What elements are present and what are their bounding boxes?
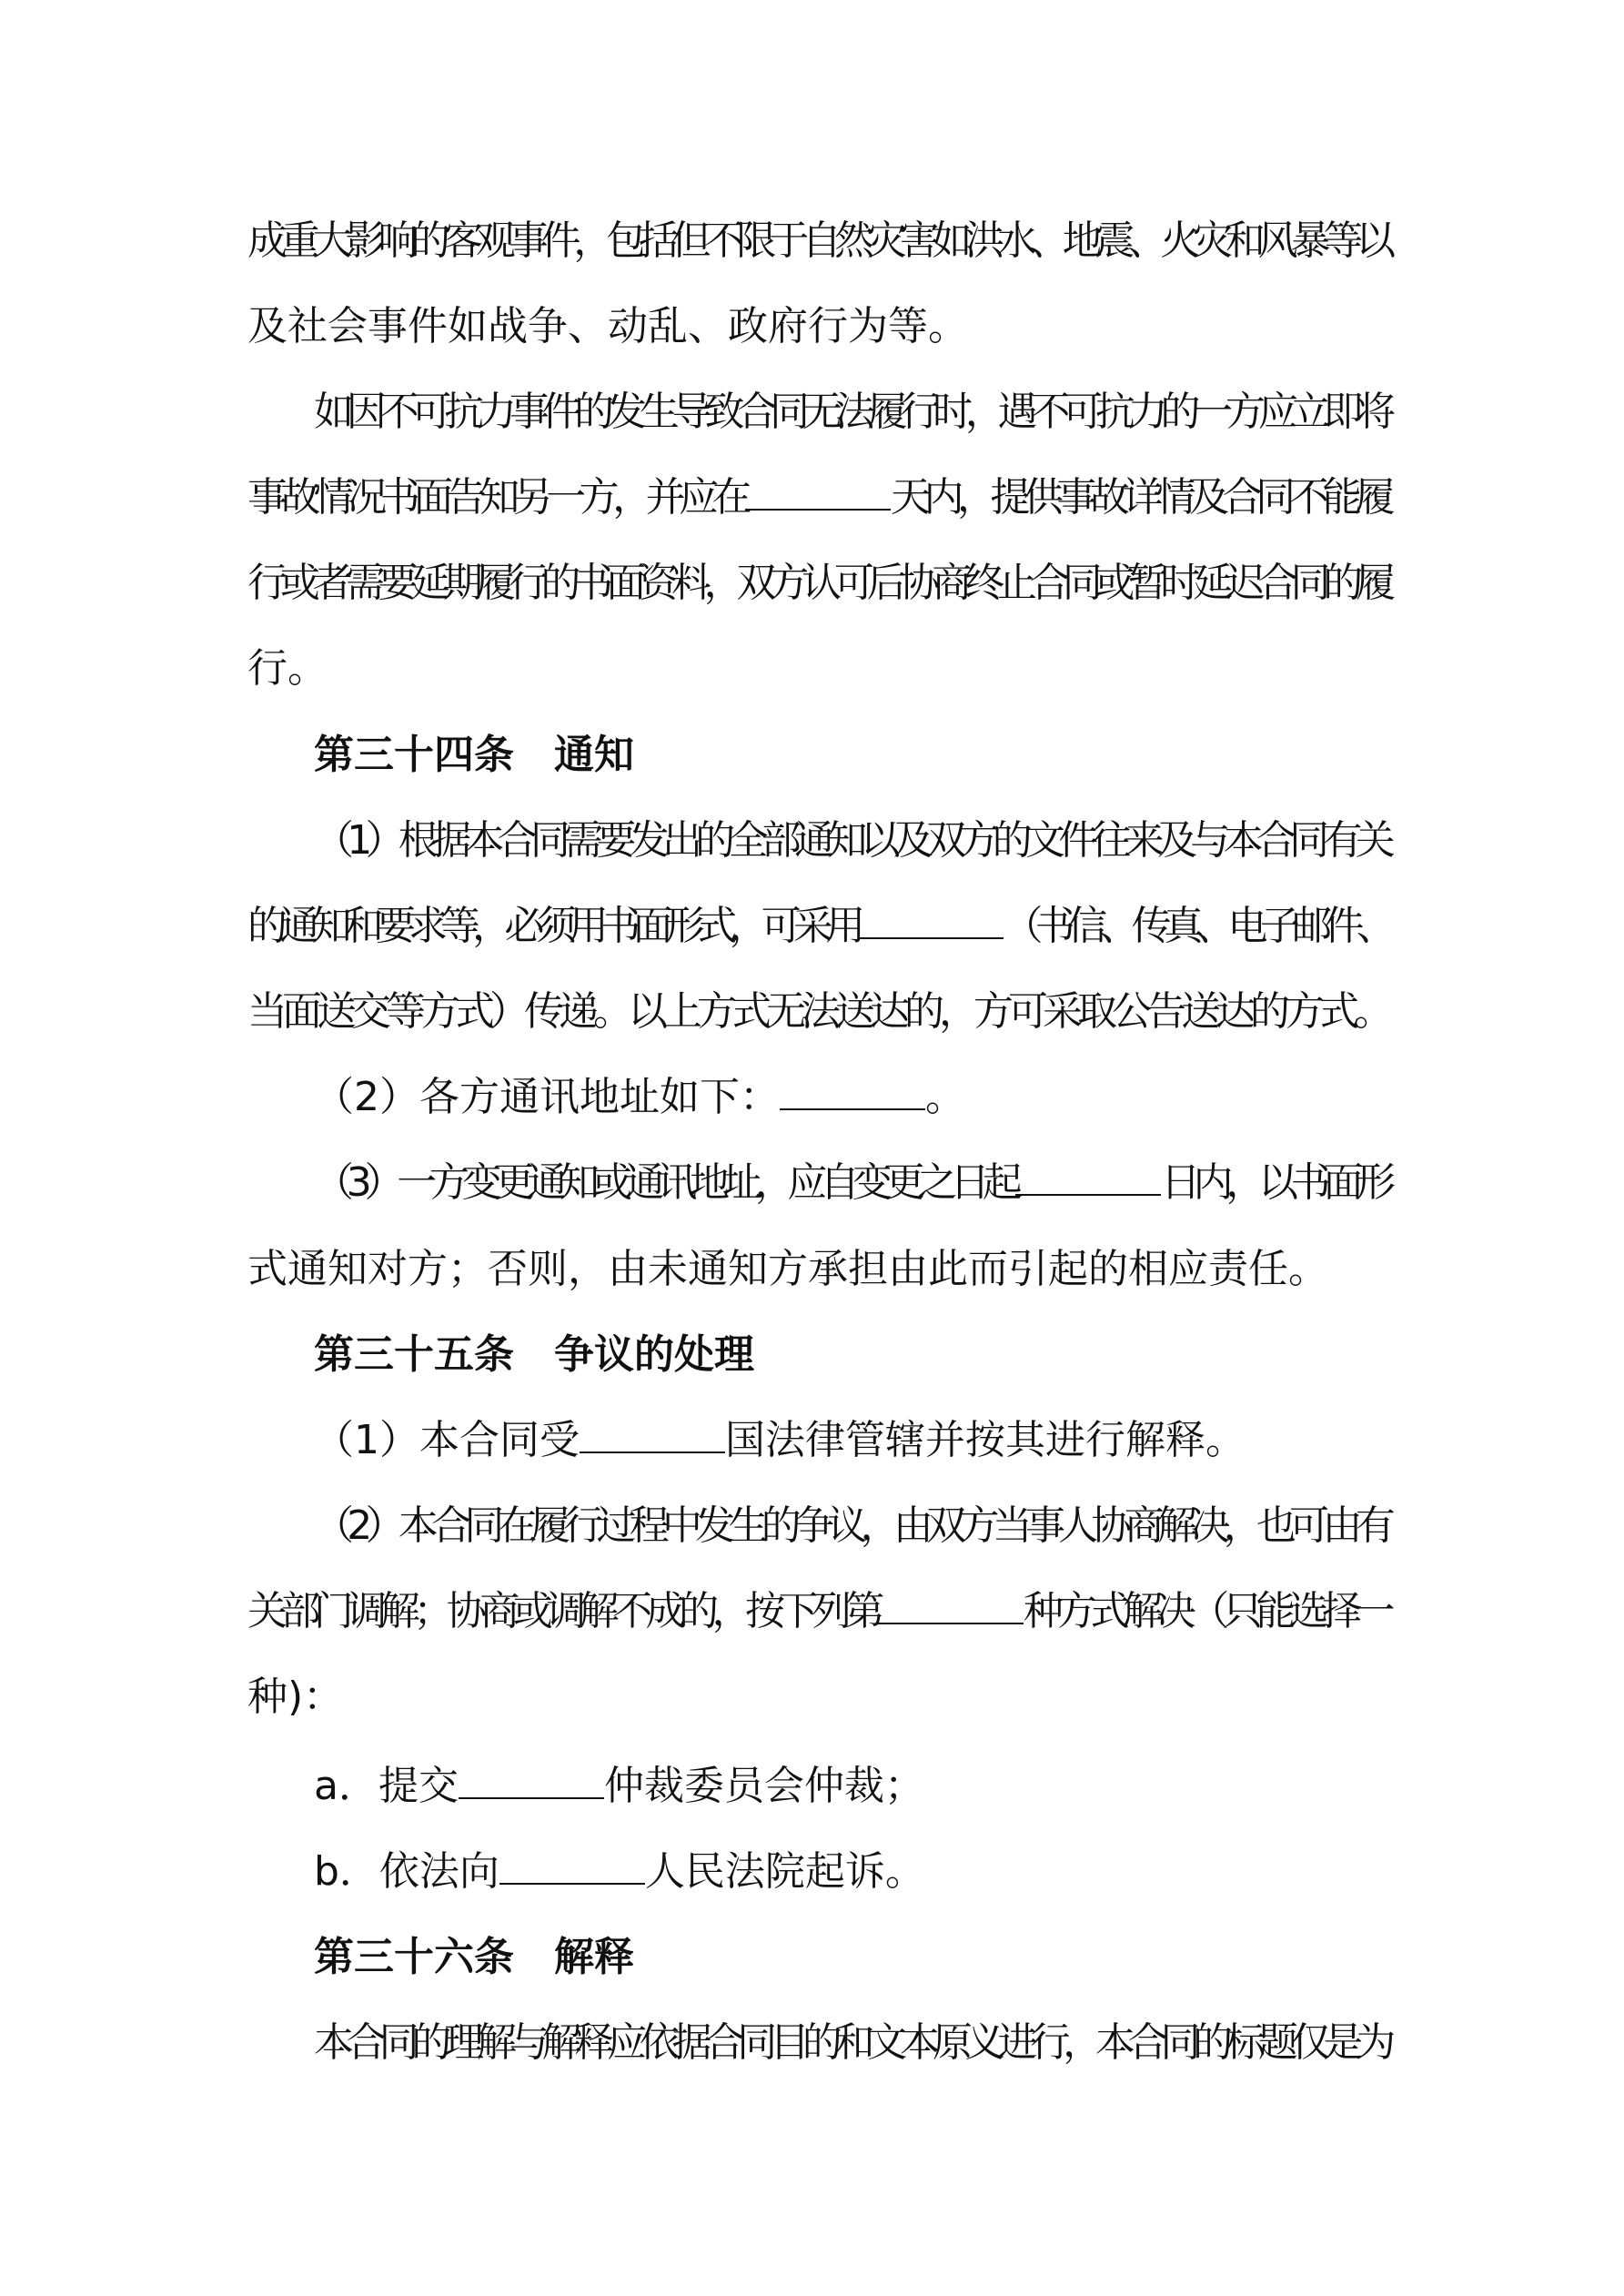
text-segment: 及社会事件如战争、动乱、政府行为等。 xyxy=(247,303,968,349)
paragraph-line xyxy=(314,385,1388,440)
fill-in-blank xyxy=(1015,1158,1161,1196)
paragraph-line xyxy=(247,985,1388,1039)
text-segment: （2）本合同在履行过程中发生的争议，由双方当事人协商解决，也可由有 xyxy=(314,1502,1388,1549)
text-segment: 。 xyxy=(925,1074,965,1120)
article-heading xyxy=(314,1328,754,1382)
text-segment: （3）一方变更通知或通讯地址，应自变更之日起 xyxy=(314,1159,1015,1206)
fill-in-blank xyxy=(580,1415,725,1453)
text-segment: 行或者需要延期履行的书面资料，双方认可后协商终止合同或暂时延迟合同的履 xyxy=(247,560,1388,606)
paragraph-line xyxy=(314,1156,1388,1210)
fill-in-blank xyxy=(459,1761,604,1799)
text-segment: 成重大影响的客观事件，包括但不限于自然灾害如洪水、地震、火灾和风暴等以 xyxy=(247,217,1388,264)
paragraph-line xyxy=(247,1670,343,1725)
text-segment: 人民法院起诉。 xyxy=(644,1848,925,1895)
paragraph-line xyxy=(247,899,1388,954)
paragraph-line xyxy=(314,1759,924,1814)
text-segment: 种)： xyxy=(247,1674,344,1720)
paragraph-line xyxy=(314,1413,1246,1468)
text-segment: a．提交 xyxy=(314,1763,459,1809)
paragraph-line xyxy=(247,1242,1328,1297)
paragraph-line xyxy=(247,1584,1388,1639)
text-segment: 天内，提供事故详情及合同不能履 xyxy=(891,474,1388,521)
text-segment: 当面送交等方式）传递。以上方式无法送达的，方可采取公告送达的方式。 xyxy=(247,988,1388,1035)
text-segment: （2）各方通讯地址如下： xyxy=(314,1074,780,1120)
fill-in-blank xyxy=(878,1586,1024,1624)
fill-in-blank xyxy=(745,472,891,511)
paragraph-line xyxy=(247,470,1388,525)
article-heading xyxy=(314,728,634,783)
fill-in-blank xyxy=(858,901,1004,939)
text-segment: （1）本合同受 xyxy=(314,1417,580,1463)
paragraph-line xyxy=(247,642,328,696)
text-segment: 如因不可抗力事件的发生导致合同无法履行时，遇不可抗力的一方应立即将 xyxy=(314,389,1388,435)
text-segment: （书信、传真、电子邮件、 xyxy=(1003,903,1388,949)
paragraph-line xyxy=(314,1845,925,1899)
fill-in-blank xyxy=(780,1072,925,1110)
text-segment: 本合同的理解与解释应依据合同目的和文本原义进行，本合同的标题仅是为 xyxy=(314,2019,1388,2066)
paragraph-line xyxy=(247,556,1388,611)
paragraph-line xyxy=(314,814,1388,868)
text-segment: 第三十六条 解释 xyxy=(314,1934,634,1980)
text-segment: 行。 xyxy=(247,645,328,692)
paragraph-line xyxy=(314,1070,965,1125)
article-heading xyxy=(314,1930,634,1985)
text-segment: （1）根据本合同需要发出的全部通知以及双方的文件往来及与本合同有关 xyxy=(314,817,1388,864)
text-segment: 事故情况书面告知另一方，并应在 xyxy=(247,474,745,521)
text-segment: 第三十四条 通知 xyxy=(314,732,634,778)
text-segment: 种方式解决（只能选择一 xyxy=(1023,1588,1389,1634)
paragraph-line xyxy=(247,214,1388,268)
text-segment: 的通知和要求等，必须用书面形式，可采用 xyxy=(247,903,858,949)
text-segment: 第三十五条 争议的处理 xyxy=(314,1331,754,1378)
text-segment: 日内，以书面形 xyxy=(1160,1159,1388,1206)
paragraph-line xyxy=(314,2016,1388,2070)
fill-in-blank xyxy=(499,1846,645,1885)
text-segment: 关部门调解；协商或调解不成的，按下列第 xyxy=(247,1588,878,1634)
text-segment: 式通知对方；否则，由未通知方承担由此而引起的相应责任。 xyxy=(247,1246,1328,1292)
text-segment: 仲裁委员会仲裁； xyxy=(603,1763,924,1809)
text-segment: b．依法向 xyxy=(314,1848,499,1895)
paragraph-line xyxy=(314,1499,1388,1553)
paragraph-line xyxy=(247,299,968,354)
text-segment: 国法律管辖并按其进行解释。 xyxy=(725,1417,1246,1463)
